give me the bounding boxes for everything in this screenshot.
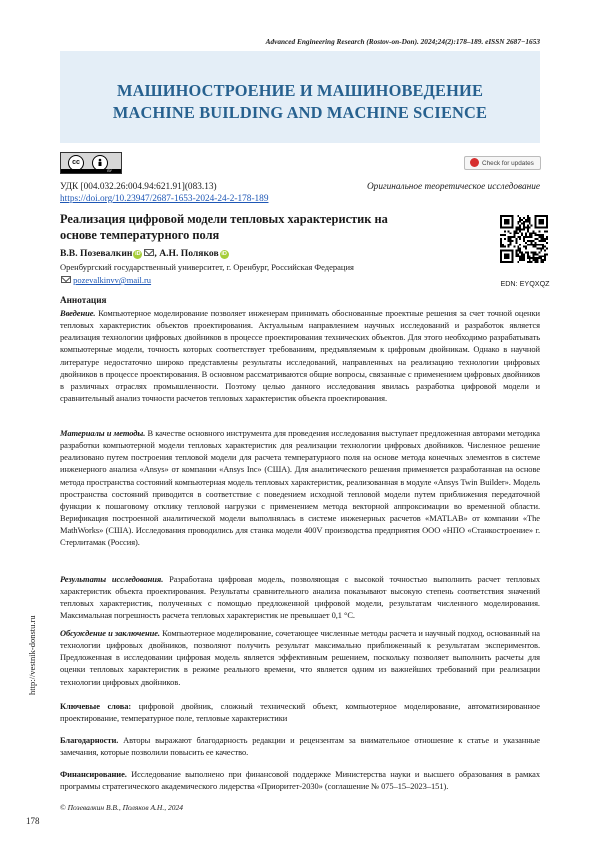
abstract-discussion [60,627,540,688]
cc-icon: cc [68,155,84,171]
orcid-icon[interactable]: iD [221,251,227,257]
orcid-icon[interactable]: iD [135,251,141,257]
results-label: Результаты исследования. [60,574,164,584]
page-number: 178 [26,816,40,826]
methods-text: В качестве основного инструмента для проведения исследования выступает предложенная авторами методика разработки компьютерной модели тепловых характеристик для реализации технологии цифровых двойников. Численное решение реализовано путем построения тепловой модели для расчета температурного поля на основе метода конечных элементов в системе инженерного анализа «Ansys» от компании «Ansys Inc» (США). Для аналитического решения применяется разработанная на основе метода пространства состояний компьютерная модель тепловых характеристик, реализованная в модуле «Ansys Twin Builder». Модель пространства состояний приводится в соответствие с поведением исходной тепловой модели путем приближения передаточной функции к пошаговому отклику тепловой нагрузки с применением метода векторной аппроксимации во временной области. Верификация построенной аналитической модели выполнялась в системе инженерных расчетов «MATLAB» от компании «The MathWorks» (США). Исследования проводились для станка модели 400V производства предприятия ООО «НПО «Станкостроение» г. Стерлитамак (Россия). [60,428,540,548]
author-separator: , [154,248,160,259]
check-updates-label: Check for updates [482,160,534,167]
acknowledgements-label: Благодарности. [60,735,119,745]
funding [60,768,540,792]
cc-by-license-badge[interactable] [60,152,122,174]
check-for-updates-button[interactable] [464,156,541,170]
email-line [60,275,151,285]
edn-code: EDN: EYQXQZ [500,279,550,288]
qr-code [500,215,548,263]
copyright: © Позевалкин В.В., Поляков А.Н., 2024 [60,803,183,812]
author-pozevalkin: В.В. Позевалкин [60,248,133,259]
funding-text: Исследование выполнено при финансовой поддержке Министерства науки и высшего образования в рамках программы стратегического академического лидерства «Приоритет-2030» (соглашение № 075–15–2023–151). [60,769,540,792]
affiliation: Оренбургский государственный университет, г. Оренбург, Российская Федерация [60,262,354,272]
discussion-label: Обсуждение и заключение. [60,628,160,638]
intro-text: Компьютерное моделирование позволяет инженерам принимать обоснованные проектные решения за счет точной оценки тепловых характеристик объектов проектирования. Актуальным направлением научных исследований и разработок является реализация технологии цифровых двойников в процессе проектирования технических объектов. Для этого необходимо разрабатывать компьютерные модели, точность которых соответствует требованиям, предъявляемым к цифровым двойникам. Однако в научной литературе недостаточно широко представлены результаты исследований, направленных на реализацию технологии цифровых двойников в процессе проектирования. В основном рассматриваются общие вопросы, связанные с применением цифровых двойников в различных отраслях промышленности. Поэтому целью данного исследования явилась разработка цифровой модели и сравнительный анализ точности расчетов тепловых характеристик объекта проектирования. [60,308,540,403]
section-title-ru: МАШИНОСТРОЕНИЕ И МАШИНОВЕДЕНИЕ [116,81,484,100]
journal-side-url[interactable]: http://vestnik-donstu.ru [27,615,37,695]
udk-code: УДК [004.032.26:004.94:621.91](083.13) [60,182,217,192]
keywords [60,700,540,724]
article-title: Реализация цифровой модели тепловых характеристик на основе температурного поля [60,212,388,242]
author-polyakov: А.Н. Поляков [159,248,219,259]
acknowledgements-text: Авторы выражают благодарность редакции и рецензентам за внимательное отношение к статье и указанные замечания, которые позволили повысить ее качество. [60,735,540,758]
check-updates-icon [470,158,479,167]
section-title-en: MACHINE BUILDING AND MACHINE SCIENCE [112,103,488,122]
email-link[interactable]: pozevalkinvv@mail.ru [73,275,152,285]
license-label: BY [61,169,121,173]
section-title-band [60,51,540,143]
abstract-methods [60,427,540,548]
article-type: Оригинальное теоретическое исследование [366,182,540,192]
doi-link[interactable]: https://doi.org/10.23947/2687-1653-2024-24-2-178-189 [60,194,269,204]
acknowledgements [60,734,540,758]
journal-header: Advanced Engineering Research (Rostov-on-Don). 2024;24(2):178–189. eISSN 2687−1653 [265,37,540,46]
discussion-text: Компьютерное моделирование, сочетающее численные методы расчета и научный подход, основанный на технологии цифровых двойников, позволяют получить результат максимально приближенный к результатам экспериментов. Предложенная в исследовании цифровая модель является эффективным решением, поскольку позволяет выполнить расчеты для оценки тепловых характеристик в режиме реального времени, что является одним из важнейших требований при реализации технологии цифровых двойников. [60,628,540,687]
funding-label: Финансирование. [60,769,127,779]
methods-label: Материалы и методы. [60,428,146,438]
keywords-text: цифровой двойник, сложный технический объект, компьютерное моделирование, автоматизированное проектирование, температурное поле, тепловые характеристики [60,701,540,724]
results-text: Разработана цифровая модель, позволяющая с высокой точностью выполнить расчет тепловых характеристик объекта проектирования. Результаты сравнительного анализа показывают высокую степень соответствия значений тепловых характеристик, полученных с помощью предложенной цифровой модели, результатам численного моделирования. Максимальная погрешность расчета тепловых характеристик не превышает 0,1 °С. [60,574,540,621]
abstract-introduction [60,307,540,404]
abstract-results [60,573,540,622]
abstract-heading: Аннотация [60,295,107,305]
intro-label: Введение. [60,308,96,318]
keywords-label: Ключевые слова: [60,701,132,711]
authors-line [60,248,230,259]
envelope-icon [61,276,71,283]
envelope-icon[interactable] [144,249,154,256]
